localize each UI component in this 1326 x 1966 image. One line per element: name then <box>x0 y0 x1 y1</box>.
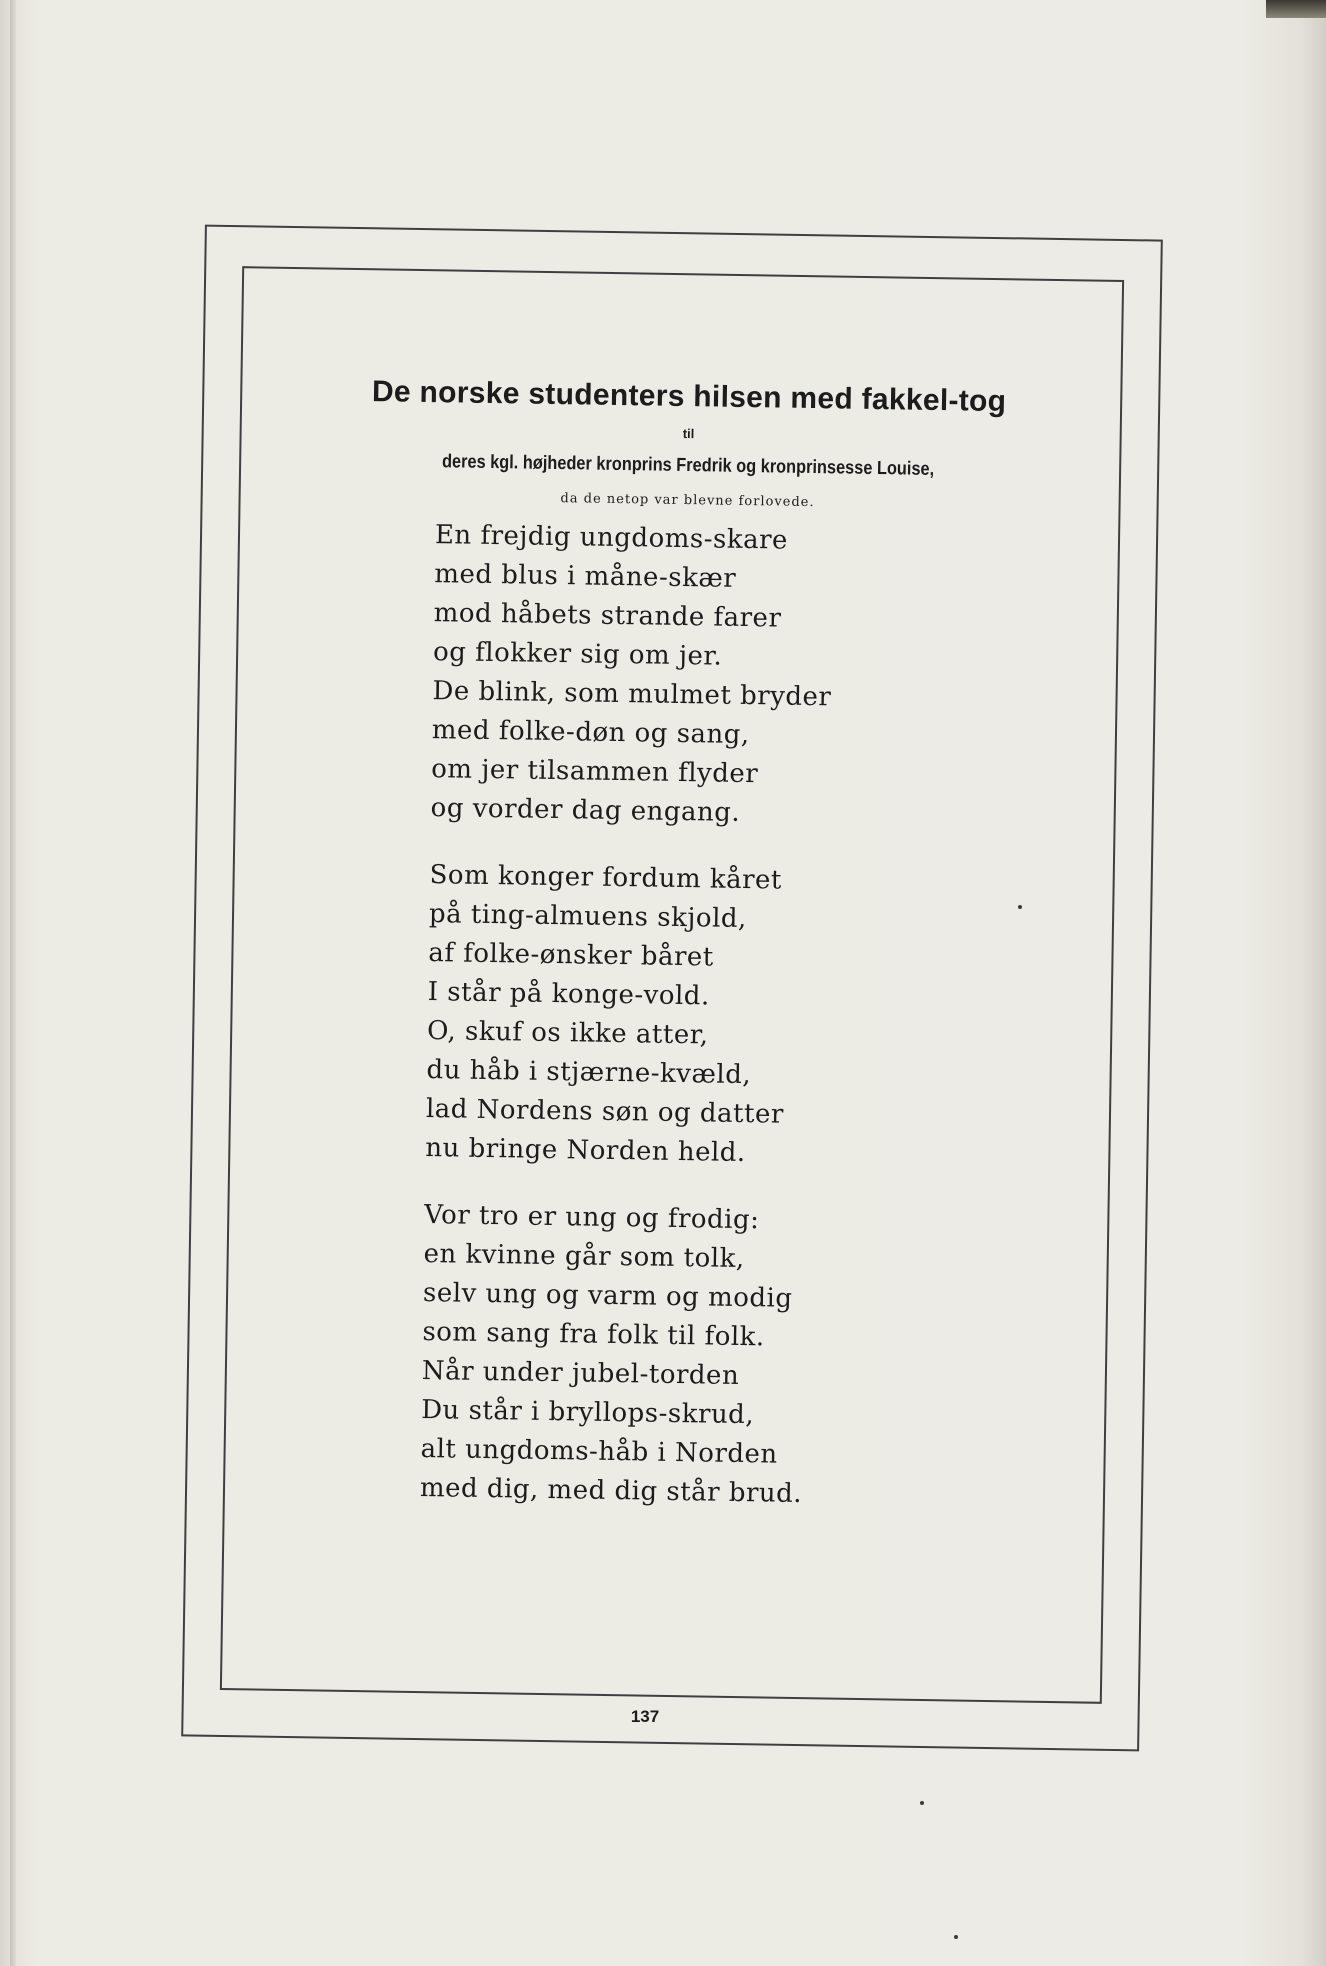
paper-speck <box>1018 905 1022 909</box>
page-spine-shadow <box>10 0 16 1966</box>
verse-line: De blink, som mulmet bryder <box>432 676 832 713</box>
poem-body <box>420 516 1068 1518</box>
verse-line: Vor tro er ung og frodig: <box>424 1200 760 1236</box>
verse-line: lad Nordens søn og datter <box>425 1094 785 1130</box>
verse-line: selv ung og varm og modig <box>422 1278 793 1314</box>
verse-line: med dig, med dig står brud. <box>419 1472 803 1509</box>
verse-line: på ting-almuens skjold, <box>428 899 748 935</box>
paper-speck <box>954 1935 958 1939</box>
stanza <box>430 516 1067 838</box>
paper-speck <box>920 1801 924 1805</box>
verse-line: En frejdig ungdoms-skare <box>434 520 789 556</box>
verse-line: mod håbets strande farer <box>433 598 782 634</box>
verse-line: Når under jubel-torden <box>421 1355 740 1391</box>
verse-line: O, skuf os ikke atter, <box>426 1016 709 1051</box>
verse-line: med blus i måne-skær <box>434 559 737 594</box>
verse-line: og flokker sig om jer. <box>432 637 723 672</box>
page-corner-edge <box>1266 0 1326 18</box>
poem-title: De norske studenters hilsen med fakkel-tog <box>371 375 1007 419</box>
verse-line: og vorder dag engang. <box>430 793 741 828</box>
til-text: til <box>682 425 695 442</box>
page-number: 137 <box>630 1707 660 1726</box>
verse-line: af folke-ønsker båret <box>428 938 714 973</box>
poem-content <box>291 374 1069 1546</box>
stanza <box>420 1196 1057 1518</box>
verse-line: som sang fra folk til folk. <box>422 1316 765 1353</box>
verse-line: I står på konge-vold. <box>427 977 710 1012</box>
verse-line: en kvinne går som tolk, <box>423 1239 745 1275</box>
verse-line: med folke-døn og sang, <box>431 715 750 751</box>
verse-line: alt ungdoms-håb i Norden <box>420 1433 778 1470</box>
verse-line: Som konger fordum kåret <box>429 860 783 896</box>
occasion-text: da de netop var blevne forlovede. <box>560 491 815 511</box>
verse-line: om jer tilsammen flyder <box>431 754 759 790</box>
stanza <box>425 856 1062 1178</box>
dedication-text: deres kgl. højheder kronprins Fredrik og kronprinsesse Louise, <box>441 451 935 480</box>
verse-line: du håb i stjærne-kvæld, <box>426 1055 752 1091</box>
verse-line: nu bringe Norden held. <box>425 1133 746 1169</box>
verse-line: Du står i bryllops-skrud, <box>420 1394 755 1431</box>
